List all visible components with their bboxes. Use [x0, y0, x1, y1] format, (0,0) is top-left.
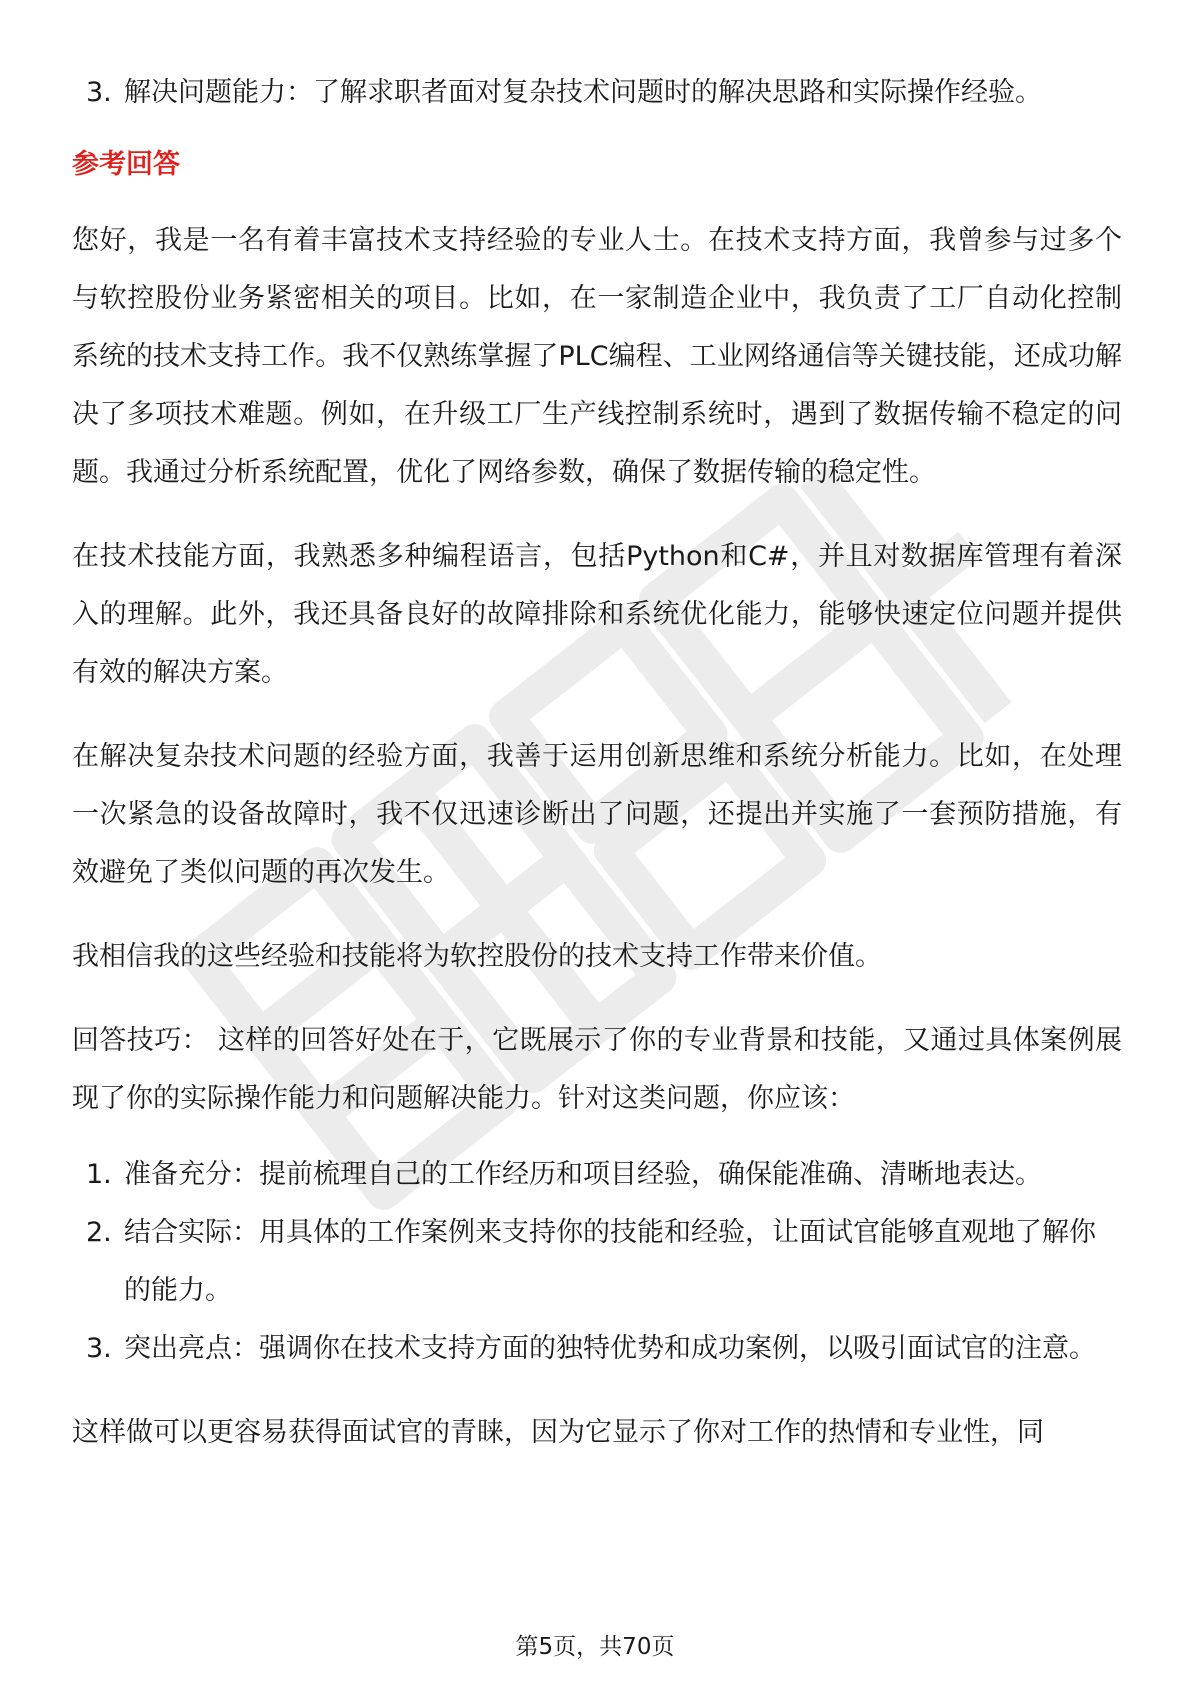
document-body	[72, 64, 1122, 1488]
list-item	[72, 1320, 1122, 1378]
tips-list	[72, 1146, 1122, 1378]
list-item-number: 2.	[86, 1217, 112, 1248]
list-item	[72, 1204, 1122, 1320]
list-item-text: 解决问题能力：了解求职者面对复杂技术问题时的解决思路和实际操作经验。	[124, 77, 1042, 108]
section-heading: 参考回答	[72, 149, 180, 180]
list-item	[72, 64, 1122, 122]
answer-paragraph: 在解决复杂技术问题的经验方面，我善于运用创新思维和系统分析能力。比如，在处理一次紧急的设备故障时，我不仅迅速诊断出了问题，还提出并实施了一套预防措施，有效避免了类似问题的再次发生。	[72, 741, 1122, 888]
list-item-text: 突出亮点：强调你在技术支持方面的独特优势和成功案例，以吸引面试官的注意。	[124, 1333, 1096, 1364]
answer-paragraph: 您好，我是一名有着丰富技术支持经验的专业人士。在技术支持方面，我曾参与过多个与软控股份业务紧密相关的项目。比如，在一家制造企业中，我负责了工厂自动化控制系统的技术支持工作。我不仅熟练掌握了PLC编程、工业网络通信等关键技能，还成功解决了多项技术难题。例如，在升级工厂生产线控制系统时，遇到了数据传输不稳定的问题。我通过分析系统配置，优化了网络参数，确保了数据传输的稳定性。	[72, 225, 1122, 488]
page-footer: 第5页，共70页	[515, 1634, 675, 1660]
list-item-number: 3.	[86, 77, 112, 108]
criteria-list	[72, 64, 1122, 122]
list-item-text: 结合实际：用具体的工作案例来支持你的技能和经验，让面试官能够直观地了解你的能力。	[124, 1217, 1096, 1306]
list-item-text: 准备充分：提前梳理自己的工作经历和项目经验，确保能准确、清晰地表达。	[124, 1159, 1042, 1190]
tips-intro-paragraph: 回答技巧： 这样的回答好处在于，它既展示了你的专业背景和技能，又通过具体案例展现了你的实际操作能力和问题解决能力。针对这类问题，你应该：	[72, 1025, 1122, 1114]
closing-paragraph: 这样做可以更容易获得面试官的青睐，因为它显示了你对工作的热情和专业性，同	[72, 1417, 1044, 1448]
list-item	[72, 1146, 1122, 1204]
list-item-number: 1.	[86, 1159, 112, 1190]
answer-paragraph: 在技术技能方面，我熟悉多种编程语言，包括Python和C#，并且对数据库管理有着深入的理解。此外，我还具备良好的故障排除和系统优化能力，能够快速定位问题并提供有效的解决方案。	[72, 541, 1122, 688]
answer-paragraph: 我相信我的这些经验和技能将为软控股份的技术支持工作带来价值。	[72, 941, 882, 972]
list-item-number: 3.	[86, 1333, 112, 1364]
